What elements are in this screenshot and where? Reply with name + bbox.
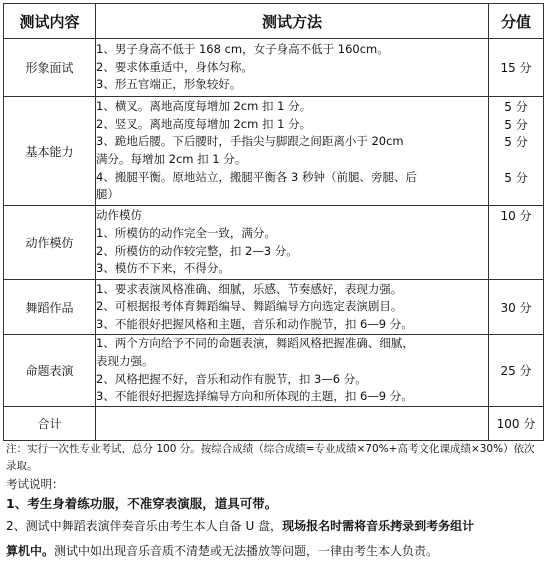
score-value: 5 分 xyxy=(504,170,528,185)
instruction-item-2-part-d: 测试中如出现音乐音质不清楚或无法播放等问题，一律由考生本人负责。 xyxy=(54,544,439,558)
exam-table xyxy=(3,3,544,441)
method-line: 1、男子身高不低于 168 cm，女子身高不低于 160cm。 xyxy=(96,42,389,57)
score-value: 30 分 xyxy=(500,300,532,315)
instruction-item-2-part-a: 2、测试中舞蹈表演伴奏音乐由考生本人自备 U 盘， xyxy=(6,519,283,533)
method-line: 1、所模仿的动作完全一致，满分。 xyxy=(96,225,276,240)
table-row xyxy=(4,97,544,206)
table-header-row xyxy=(4,4,544,39)
method-line: 3、跪地后腰。下后腰时，手指尖与脚跟之间距离小于 20cm xyxy=(96,134,404,149)
instruction-item-2-part-c: 算机中。 xyxy=(6,544,55,558)
method-line: 2、风格把握不好，音乐和动作有脱节，扣 3—6 分。 xyxy=(96,371,367,386)
score-value: 5 分 xyxy=(504,117,528,132)
row-methods xyxy=(96,206,489,280)
row-methods xyxy=(96,97,489,206)
row-category: 舞蹈作品 xyxy=(4,280,96,335)
row-score xyxy=(489,280,544,335)
method-line: 满分。每增加 2cm 扣 1 分。 xyxy=(96,152,247,166)
method-line: 2、竖叉。离地高度每增加 2cm 扣 1 分。 xyxy=(96,116,312,131)
score-value: 25 分 xyxy=(500,364,532,378)
instruction-item-1: 1、考生身着练功服，不准穿表演服，道具可带。 xyxy=(6,496,278,511)
method-line: 动作模仿 xyxy=(96,208,142,223)
method-line: 1、两个方向给予不同的命题表演，舞蹈风格把握准确、细腻， xyxy=(96,336,414,351)
method-line: 1、横叉。离地高度每增加 2cm 扣 1 分。 xyxy=(96,99,312,114)
score-value: 100 分 xyxy=(496,417,536,431)
method-line: 3、形五官端正，形象较好。 xyxy=(96,77,242,92)
score-value: 5 分 xyxy=(504,135,528,150)
method-line: 3、不能很好把握选择编导方向和所体现的主题，扣 6—9 分。 xyxy=(96,389,413,404)
row-score xyxy=(489,206,544,280)
table-row xyxy=(4,206,544,280)
row-methods xyxy=(96,39,489,97)
method-line: 表现力强。 xyxy=(96,353,154,368)
method-line: 2、所模仿的动作较完整，扣 2—3 分。 xyxy=(96,243,298,258)
score-value: 10 分 xyxy=(500,209,532,223)
score-value: 5 分 xyxy=(504,100,528,114)
row-category: 形象面试 xyxy=(4,39,96,97)
row-category: 命题表演 xyxy=(4,335,96,407)
row-methods xyxy=(96,335,489,407)
method-line: 4、搬腿平衡。原地站立，搬腿平衡各 3 秒钟（前腿、旁腿、后 xyxy=(96,169,417,184)
method-line: 2、可根据报考体育舞蹈编导、舞蹈编导方向选定表演剧目。 xyxy=(96,299,403,314)
instruction-item-2-part-b: 现场报名时需将音乐拷录到考务组计 xyxy=(282,519,475,533)
row-methods xyxy=(96,280,489,335)
header-method: 测试方法 xyxy=(96,4,489,39)
instructions-title: 考试说明： xyxy=(6,477,64,491)
row-category: 动作模仿 xyxy=(4,206,96,280)
row-score xyxy=(489,335,544,407)
header-score: 分值 xyxy=(489,4,544,39)
row-category: 基本能力 xyxy=(4,97,96,206)
score-value: 15 分 xyxy=(500,61,532,75)
table-row xyxy=(4,280,544,335)
row-score xyxy=(489,39,544,97)
header-content: 测试内容 xyxy=(4,4,96,39)
method-line: 1、要求表演风格准确、细腻，乐感、节奏感好，表现力强。 xyxy=(96,281,403,296)
table-row xyxy=(4,39,544,97)
method-line: 腿） xyxy=(96,187,119,202)
row-score xyxy=(489,97,544,206)
method-line: 2、要求体重适中，身体匀称。 xyxy=(96,59,253,74)
instruction-item-2-cont xyxy=(6,542,438,559)
table-row-total xyxy=(4,407,544,441)
method-line: 3、模仿不下来，不得分。 xyxy=(96,261,230,276)
method-line: 3、不能很好把握风格和主题，音乐和动作脱节，扣 6—9 分。 xyxy=(96,316,413,331)
table-row xyxy=(4,335,544,407)
row-score xyxy=(489,407,544,441)
row-methods xyxy=(96,407,489,441)
exam-note: 注：实行一次性专业考试，总分 100 分。按综合成绩（综合成绩=专业成绩×70%+高考文化课成绩×30%）依次录取。 xyxy=(6,443,535,472)
instruction-item-2 xyxy=(6,517,474,534)
row-category: 合计 xyxy=(4,407,96,441)
